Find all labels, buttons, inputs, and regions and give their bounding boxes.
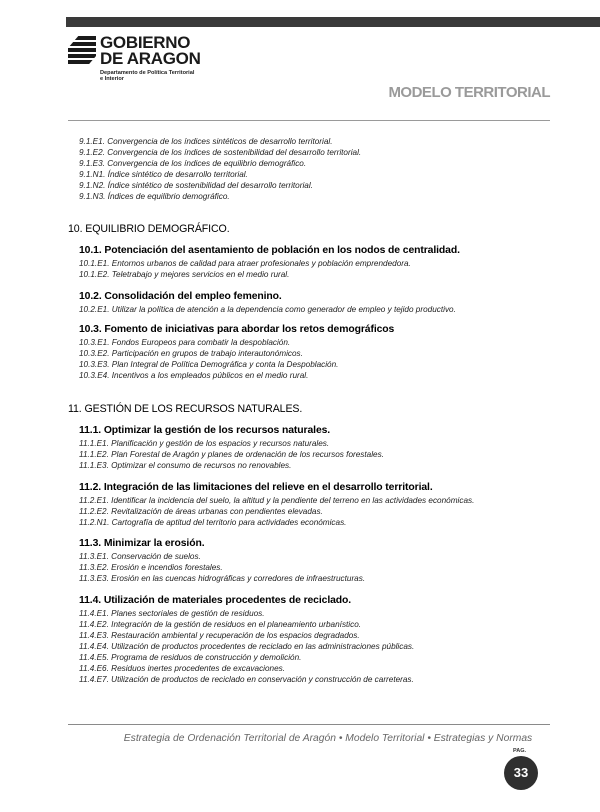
list-item: 10.3.E3. Plan Integral de Política Demográfica y conta la Despoblación. bbox=[79, 360, 339, 369]
list-item: 11.4.E3. Restauración ambiental y recuperación de los espacios degradados. bbox=[79, 631, 360, 640]
section-title: MODELO TERRITORIAL bbox=[388, 84, 550, 101]
list-item: 10.1.E2. Teletrabajo y mejores servicios en el medio rural. bbox=[79, 270, 290, 279]
list-item: 10.3.E4. Incentivos a los empleados públicos en el medio rural. bbox=[79, 371, 309, 380]
subsection-heading: 10.2. Consolidación del empleo femenino. bbox=[79, 291, 282, 302]
list-item: 11.4.E2. Integración de la gestión de residuos en el planeamiento urbanístico. bbox=[79, 620, 362, 629]
page-label: PAG. bbox=[513, 748, 527, 754]
department-line1: Departamento de Política Territorial bbox=[100, 70, 195, 76]
list-item: 11.3.E3. Erosión en las cuencas hidrográficas y corredores de infraestructuras. bbox=[79, 574, 366, 583]
logo-text-line1: GOBIERNO bbox=[100, 33, 191, 52]
footer-text: Estrategia de Ordenación Territorial de Aragón • Modelo Territorial • Estrategias y Normas bbox=[123, 733, 533, 744]
list-item: 11.4.E1. Planes sectoriales de gestión de residuos. bbox=[79, 609, 265, 618]
list-item: 11.1.E3. Optimizar el consumo de recursos no renovables. bbox=[79, 461, 292, 470]
list-item: 10.3.E1. Fondos Europeos para combatir la despoblación. bbox=[79, 338, 291, 347]
list-item: 10.2.E1. Utilizar la política de atención a la dependencia como generador de empleo y tejido productivo. bbox=[79, 305, 456, 314]
list-item: 11.3.E1. Conservación de suelos. bbox=[79, 552, 201, 561]
subsection-heading: 11.4. Utilización de materiales procedentes de reciclado. bbox=[79, 595, 352, 606]
list-item: 11.2.E2. Revitalización de áreas urbanas con pendientes elevadas. bbox=[79, 507, 323, 516]
subsection-heading: 10.1. Potenciación del asentamiento de población en los nodos de centralidad. bbox=[79, 245, 460, 256]
subsection-heading: 10.3. Fomento de iniciativas para abordar los retos demográficos bbox=[79, 324, 395, 335]
list-item: 11.4.E4. Utilización de productos procedentes de reciclado en las administraciones públicas. bbox=[79, 642, 415, 651]
list-item: 9.1.N3. Índices de equilibrio demográfico. bbox=[79, 192, 230, 201]
government-logo bbox=[68, 34, 238, 96]
footer-divider bbox=[68, 724, 550, 725]
list-item: 9.1.E2. Convergencia de los índices de sostenibilidad del desarrollo territorial. bbox=[79, 148, 362, 157]
list-item: 10.1.E1. Entornos urbanos de calidad para atraer profesionales y población emprendedora. bbox=[79, 259, 411, 268]
department-line2: e Interior bbox=[100, 76, 124, 82]
list-item: 9.1.E3. Convergencia de los índices de equilibrio demográfico. bbox=[79, 159, 307, 168]
list-item: 11.3.E2. Erosión e incendios forestales. bbox=[79, 563, 223, 572]
page-number-badge: 33 bbox=[504, 756, 538, 790]
subsection-heading: 11.1. Optimizar la gestión de los recursos naturales. bbox=[79, 425, 331, 436]
list-item: 11.4.E6. Residuos inertes procedentes de excavaciones. bbox=[79, 664, 286, 673]
subsection-heading: 11.2. Integración de las limitaciones del relieve en el desarrollo territorial. bbox=[79, 482, 433, 493]
list-item: 9.1.N2. Índice sintético de sostenibilidad del desarrollo territorial. bbox=[79, 181, 313, 190]
list-item: 11.4.E5. Programa de residuos de construcción y demolición. bbox=[79, 653, 302, 662]
subsection-heading: 11.3. Minimizar la erosión. bbox=[79, 538, 205, 549]
list-item: 11.2.E1. Identificar la incidencia del suelo, la altitud y la pendiente del terreno en las actividades económicas. bbox=[79, 496, 475, 505]
list-item: 11.1.E1. Planificación y gestión de los espacios y recursos naturales. bbox=[79, 439, 330, 448]
list-item: 9.1.E1. Convergencia de los índices sintéticos de desarrollo territorial. bbox=[79, 137, 333, 146]
list-item: 11.4.E7. Utilización de productos de reciclado en conservación y construcción de carreteras. bbox=[79, 675, 414, 684]
aragon-emblem-icon bbox=[68, 34, 98, 70]
logo-text-line2: DE ARAGON bbox=[100, 49, 201, 68]
section-heading: 10. EQUILIBRIO DEMOGRÁFICO. bbox=[68, 223, 230, 235]
list-item: 10.3.E2. Participación en grupos de trabajo interautonómicos. bbox=[79, 349, 303, 358]
list-item: 9.1.N1. Índice sintético de desarrollo territorial. bbox=[79, 170, 248, 179]
header-divider bbox=[68, 120, 550, 121]
section-heading: 11. GESTIÓN DE LOS RECURSOS NATURALES. bbox=[68, 403, 303, 415]
top-bar bbox=[66, 17, 600, 27]
list-item: 11.1.E2. Plan Forestal de Aragón y planes de ordenación de los recursos forestales. bbox=[79, 450, 384, 459]
list-item: 11.2.N1. Cartografía de aptitud del territorio para actividades económicas. bbox=[79, 518, 347, 527]
